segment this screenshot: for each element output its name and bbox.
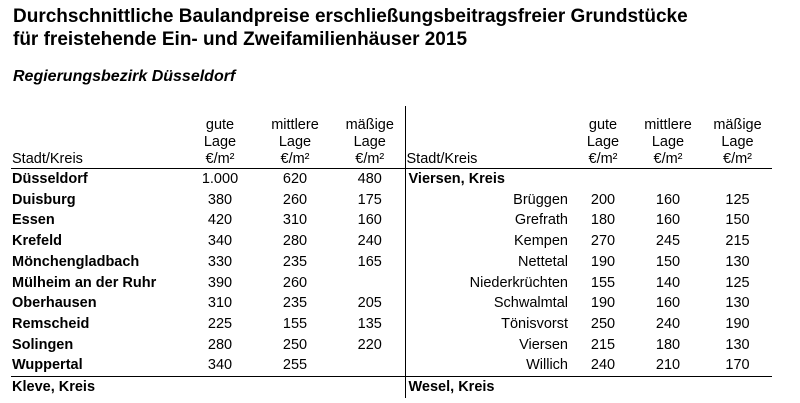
header-maessige-left (335, 106, 405, 169)
table-row (11, 231, 772, 252)
table-row (11, 293, 772, 314)
right-gute-value: 200 (590, 191, 616, 208)
right-city-name: Nettetal (405, 252, 573, 273)
left-maessige-value: 135 (357, 315, 382, 332)
right-maessige-value: 130 (725, 253, 750, 270)
title-line-2: für freistehende Ein- und Zweifamilienhäuser 2015 (13, 29, 468, 50)
table-row (11, 190, 772, 211)
left-maessige-value: 175 (357, 191, 382, 208)
right-gute-value: 215 (590, 336, 616, 353)
header-mittlere-left-line2: Lage (278, 134, 312, 150)
left-city-name: Solingen (12, 336, 74, 353)
price-table (11, 106, 772, 398)
table-row (11, 377, 772, 398)
right-gute-value: 270 (590, 233, 616, 250)
left-maessige-value (335, 377, 405, 398)
page-title (13, 5, 793, 51)
right-gute-value (573, 169, 633, 190)
right-gute-value (573, 377, 633, 398)
header-gute-right-line2: Lage (586, 134, 620, 150)
left-mittlere-value: 250 (282, 336, 308, 353)
left-maessige-value: 165 (357, 253, 382, 270)
right-maessige-value: 215 (725, 233, 750, 250)
header-mittlere-right-line1: mittlere (644, 117, 692, 133)
header-maessige-right (703, 106, 772, 169)
right-maessige-value: 190 (725, 315, 750, 332)
left-gute-value: 310 (207, 295, 233, 312)
left-city-name: Düsseldorf (12, 171, 88, 187)
header-mittlere-left-unit: €/m² (280, 151, 310, 167)
right-mittlere-value: 160 (655, 295, 681, 312)
left-maessige-value: 205 (357, 295, 382, 312)
header-maessige-right-unit: €/m² (723, 151, 752, 167)
left-city-name: Essen (12, 212, 55, 229)
header-mittlere-right-line2: Lage (651, 134, 685, 150)
left-city-name: Mönchengladbach (12, 253, 140, 270)
right-maessige-value (703, 169, 772, 190)
table-row (11, 273, 772, 294)
left-city-name: Krefeld (12, 233, 62, 250)
left-mittlere-value: 235 (282, 253, 308, 270)
header-gute-left (185, 106, 255, 169)
right-mittlere-value: 180 (655, 336, 681, 353)
right-mittlere-value: 160 (655, 191, 681, 208)
header-maessige-left-line2: Lage (353, 134, 386, 150)
left-gute-value (185, 377, 255, 398)
right-maessige-value: 125 (725, 191, 750, 208)
right-mittlere-value: 140 (655, 274, 681, 291)
left-city-name: Mülheim an der Ruhr (12, 274, 157, 291)
right-gute-value: 240 (590, 357, 616, 374)
right-mittlere-value: 245 (655, 233, 681, 250)
left-mittlere-value: 155 (282, 315, 308, 332)
left-gute-value: 340 (207, 233, 233, 250)
table-row (11, 210, 772, 231)
left-gute-value: 390 (207, 274, 233, 291)
title-line-1: Durchschnittliche Baulandpreise erschließungsbeitragsfreier Grundstücke (13, 6, 688, 27)
left-gute-value: 340 (207, 357, 233, 374)
right-maessige-value: 170 (725, 357, 750, 374)
right-maessige-value: 130 (725, 336, 750, 353)
left-maessige-value: 220 (357, 336, 382, 353)
right-mittlere-value (633, 169, 703, 190)
right-maessige-value: 130 (725, 295, 750, 312)
header-gute-left-unit: €/m² (205, 151, 235, 167)
left-mittlere-value (255, 377, 335, 398)
left-gute-value: 1.000 (201, 171, 239, 187)
left-maessige-value: 160 (357, 212, 382, 229)
left-gute-value: 225 (207, 315, 233, 332)
header-gute-right-line1: gute (588, 117, 618, 133)
right-gute-value: 190 (590, 253, 616, 270)
table-row (11, 314, 772, 335)
left-city-name: Wuppertal (12, 357, 83, 374)
left-maessige-value: 480 (357, 171, 382, 187)
left-city-name: Oberhausen (12, 295, 97, 312)
header-maessige-left-unit: €/m² (355, 151, 385, 167)
left-mittlere-value: 260 (282, 274, 308, 291)
header-gute-left-line1: gute (205, 117, 235, 133)
right-mittlere-value: 150 (655, 253, 681, 270)
header-mittlere-left-line1: mittlere (271, 117, 319, 133)
right-city-name: Niederkrüchten (405, 273, 573, 294)
header-gute-right (573, 106, 633, 169)
table-row (11, 252, 772, 273)
left-maessige-value: 240 (357, 233, 382, 250)
right-gute-value: 155 (590, 274, 616, 291)
table-row (11, 169, 772, 190)
right-city-name: Viersen, Kreis (405, 169, 573, 190)
right-mittlere-value: 240 (655, 315, 681, 332)
table-header-row (11, 106, 772, 169)
left-city-name: Remscheid (12, 315, 90, 332)
right-maessige-value (703, 377, 772, 398)
left-city-name: Duisburg (12, 191, 76, 208)
table-row (11, 335, 772, 356)
header-mittlere-right (633, 106, 703, 169)
right-city-name: Willich (405, 355, 573, 376)
left-maessige-value (335, 355, 405, 376)
header-gute-right-unit: €/m² (588, 151, 618, 167)
right-gute-value: 190 (590, 295, 616, 312)
right-city-name: Tönisvorst (405, 314, 573, 335)
table-row (11, 355, 772, 376)
left-maessige-value (335, 273, 405, 294)
right-mittlere-value: 210 (655, 357, 681, 374)
left-mittlere-value: 620 (282, 171, 308, 187)
left-mittlere-value: 310 (282, 212, 308, 229)
header-maessige-left-line1: mäßige (345, 117, 394, 133)
right-gute-value: 180 (590, 212, 616, 229)
right-city-name: Kempen (405, 231, 573, 252)
header-maessige-right-line2: Lage (721, 134, 754, 150)
right-city-name: Brüggen (405, 190, 573, 211)
left-gute-value: 280 (207, 336, 233, 353)
right-mittlere-value: 160 (655, 212, 681, 229)
left-gute-value: 420 (207, 212, 233, 229)
left-mittlere-value: 235 (282, 295, 308, 312)
header-mittlere-left (255, 106, 335, 169)
left-mittlere-value: 260 (282, 191, 308, 208)
header-maessige-right-line1: mäßige (713, 117, 762, 133)
page-subtitle: Regierungsbezirk Düsseldorf (13, 68, 236, 85)
left-mittlere-value: 280 (282, 233, 308, 250)
right-city-name: Schwalmtal (405, 293, 573, 314)
right-city-name: Wesel, Kreis (405, 377, 573, 398)
right-maessige-value: 125 (725, 274, 750, 291)
left-gute-value: 330 (207, 253, 233, 270)
right-city-name: Grefrath (405, 210, 573, 231)
header-gute-left-line2: Lage (203, 134, 237, 150)
header-city-right: Stadt/Kreis (405, 106, 573, 169)
right-gute-value: 250 (590, 315, 616, 332)
left-gute-value: 380 (207, 191, 233, 208)
header-city-left: Stadt/Kreis (11, 106, 185, 169)
right-maessige-value: 150 (725, 212, 750, 229)
header-mittlere-right-unit: €/m² (653, 151, 683, 167)
left-mittlere-value: 255 (282, 357, 308, 374)
right-city-name: Viersen (405, 335, 573, 356)
right-mittlere-value (633, 377, 703, 398)
left-city-name: Kleve, Kreis (11, 377, 185, 398)
